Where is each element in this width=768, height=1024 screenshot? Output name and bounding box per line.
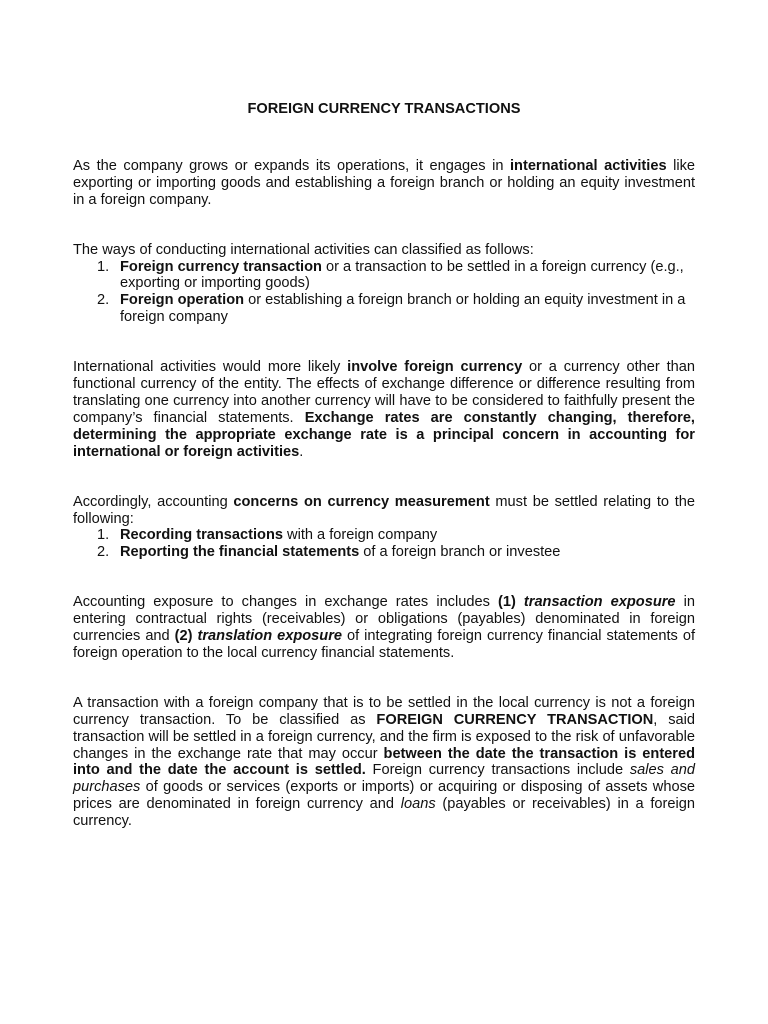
- list-item-text: or establishing a foreign branch or holding an equity investment in a foreign company: [120, 292, 686, 326]
- text: in entering contractual rights (receivables) or obligations (payables) denominated in foreign currencies and: [73, 594, 696, 645]
- list-number: 1.: [97, 258, 110, 275]
- list-ways: [73, 259, 695, 327]
- list-item-bold: Foreign currency transaction: [120, 258, 322, 275]
- text: Accordingly, accounting: [73, 493, 234, 510]
- bold-italic-text: translation exposure: [197, 628, 343, 645]
- paragraph-intro: [73, 158, 695, 209]
- list-number: 2.: [97, 544, 110, 561]
- bold-text: (1): [497, 594, 524, 611]
- text: must be settled relating to the following:: [73, 493, 695, 527]
- list-number: 2.: [97, 292, 110, 309]
- list-item: [73, 527, 695, 544]
- list-item-bold: Recording transactions: [120, 527, 283, 544]
- bold-italic-text: transaction exposure: [523, 594, 676, 611]
- document-title: FOREIGN CURRENCY TRANSACTIONS: [247, 101, 521, 117]
- paragraph-accounting-exposure: [73, 594, 695, 662]
- list-number: 1.: [97, 527, 110, 544]
- bold-text: international activities: [509, 157, 667, 174]
- list-item: [73, 292, 695, 326]
- text: As the company grows or expands its operations, it engages in: [73, 157, 510, 174]
- paragraph-international-activities: [73, 359, 695, 460]
- list-concerns: [73, 527, 695, 561]
- list-item: [73, 544, 695, 561]
- bold-text: involve foreign currency: [347, 359, 523, 376]
- italic-text: sales and purchases: [73, 762, 695, 796]
- bold-text: FOREIGN CURRENCY TRANSACTION: [376, 711, 654, 728]
- paragraph-transaction-definition: [73, 695, 695, 830]
- bold-text: concerns on currency measurement: [233, 493, 490, 510]
- text: or a currency other than functional currency of the entity. The effects of exchange difference or difference resulting from translating one currency into another currency will have to be considered to faithfully present the company’s financial statements.: [73, 359, 695, 426]
- italic-text: loans: [400, 796, 436, 813]
- text: .: [299, 443, 304, 460]
- bold-text: between the date the transaction is entered into and the date the account is settled.: [73, 745, 696, 779]
- text: International activities would more likely: [73, 359, 348, 376]
- list-item-text: of a foreign branch or investee: [359, 544, 561, 561]
- paragraph-accordingly: [73, 494, 695, 528]
- bold-text: (2): [174, 628, 198, 645]
- text: A transaction with a foreign company that is to be settled in the local currency is not a foreign currency transaction. To be classified as: [73, 694, 695, 728]
- paragraph-ways: The ways of conducting international activities can classified as follows:: [73, 241, 534, 258]
- text: like exporting or importing goods and establishing a foreign branch or holding an equity investment in a foreign company.: [73, 157, 695, 208]
- text: of goods or services (exports or imports) or acquiring or disposing of assets whose prices are denominated in foreign currency and: [73, 779, 695, 813]
- text: of integrating foreign currency financial statements of foreign operation to the local currency financial statements.: [73, 628, 696, 661]
- text: (payables or receivables) in a foreign currency.: [73, 796, 695, 830]
- list-item-text: or a transaction to be settled in a foreign currency (e.g., exporting or importing goods): [120, 258, 684, 292]
- list-item-text: with a foreign company: [283, 527, 438, 544]
- text: Accounting exposure to changes in exchange rates includes: [73, 594, 498, 611]
- list-item-bold: Foreign operation: [120, 292, 245, 309]
- text: Foreign currency transactions include: [365, 762, 630, 779]
- list-item-bold: Reporting the financial statements: [120, 544, 360, 561]
- text: , said transaction will be settled in a foreign currency, and the firm is exposed to the risk of unfavorable changes in the exchange rate that may occur: [73, 711, 695, 762]
- list-item: [73, 259, 695, 293]
- bold-text: Exchange rates are constantly changing, therefore, determining the appropriate exchange rate is a principal concern in accounting for international or foreign activities: [73, 409, 695, 460]
